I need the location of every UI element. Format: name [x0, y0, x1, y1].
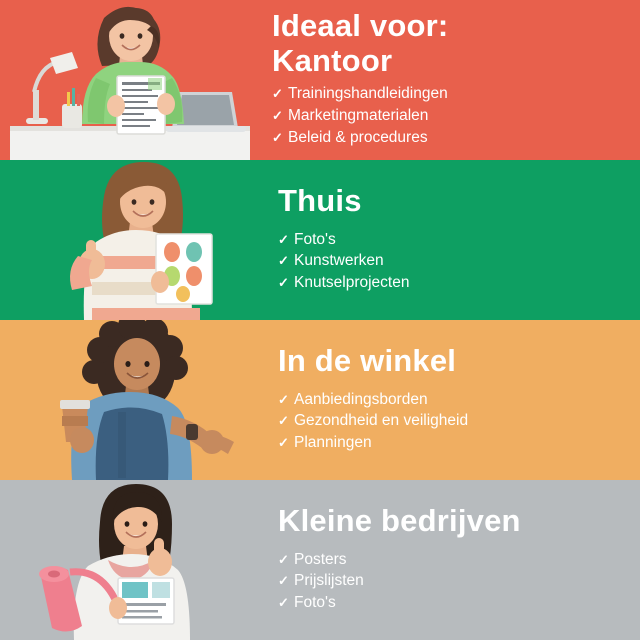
page-title: Ideaal voor:: [272, 8, 449, 44]
girl-holding-handprint-artwork: [0, 160, 270, 320]
list-item: [272, 106, 626, 127]
list-item: [278, 550, 626, 571]
list-item-label: Planningen: [294, 434, 372, 452]
check-icon: ✓: [278, 253, 289, 269]
list-item-label: Foto's: [294, 230, 336, 248]
check-icon: ✓: [278, 391, 289, 407]
check-icon: ✓: [272, 107, 283, 123]
band-small-business: [0, 480, 640, 640]
list-item: [278, 433, 626, 454]
list-item-label: Aanbiedingsborden: [294, 390, 428, 408]
woman-with-coffee-pointing: [0, 320, 270, 480]
band-store-heading: In de winkel: [278, 342, 457, 378]
band-store: [0, 320, 640, 480]
check-icon: ✓: [278, 573, 289, 589]
woman-holding-laminated-sheet-at-desk: [0, 0, 270, 160]
list-item-label: Trainingshandleidingen: [288, 84, 448, 102]
list-item: [278, 230, 626, 251]
check-icon: ✓: [272, 129, 283, 145]
check-icon: ✓: [278, 231, 289, 247]
band-store-content: [270, 342, 640, 456]
check-icon: ✓: [278, 413, 289, 429]
band-office: [0, 0, 640, 160]
band-home-content: [270, 182, 640, 296]
check-icon: ✓: [278, 551, 289, 567]
list-item-label: Kunstwerken: [294, 252, 384, 270]
list-item: [278, 273, 626, 294]
list-item: [278, 251, 626, 272]
list-item-label: Marketingmaterialen: [288, 106, 429, 124]
list-item-label: Posters: [294, 550, 347, 568]
list-item-label: Gezondheid en veiligheid: [294, 412, 469, 430]
list-item: [272, 84, 626, 105]
list-item-label: Beleid & procedures: [288, 128, 428, 146]
list-item: [278, 571, 626, 592]
band-small-business-content: [270, 502, 640, 616]
band-small-business-heading: Kleine bedrijven: [278, 502, 521, 538]
list-item: [278, 593, 626, 614]
band-office-list: [272, 84, 626, 149]
list-item: [278, 390, 626, 411]
band-office-content: [270, 10, 640, 149]
check-icon: ✓: [278, 595, 289, 611]
list-item: [278, 411, 626, 432]
check-icon: ✓: [278, 275, 289, 291]
band-home-heading: Thuis: [278, 182, 362, 218]
list-item-label: Prijslijsten: [294, 572, 364, 590]
check-icon: ✓: [272, 85, 283, 101]
band-home-list: [278, 230, 626, 295]
woman-with-yoga-mat-and-flyer: [0, 480, 270, 640]
band-store-list: [278, 390, 626, 455]
list-item-label: Foto's: [294, 594, 336, 612]
list-item: [272, 128, 626, 149]
list-item-label: Knutselprojecten: [294, 274, 410, 292]
band-office-heading: Kantoor: [272, 42, 393, 78]
band-home: [0, 160, 640, 320]
check-icon: ✓: [278, 435, 289, 451]
band-small-business-list: [278, 550, 626, 615]
